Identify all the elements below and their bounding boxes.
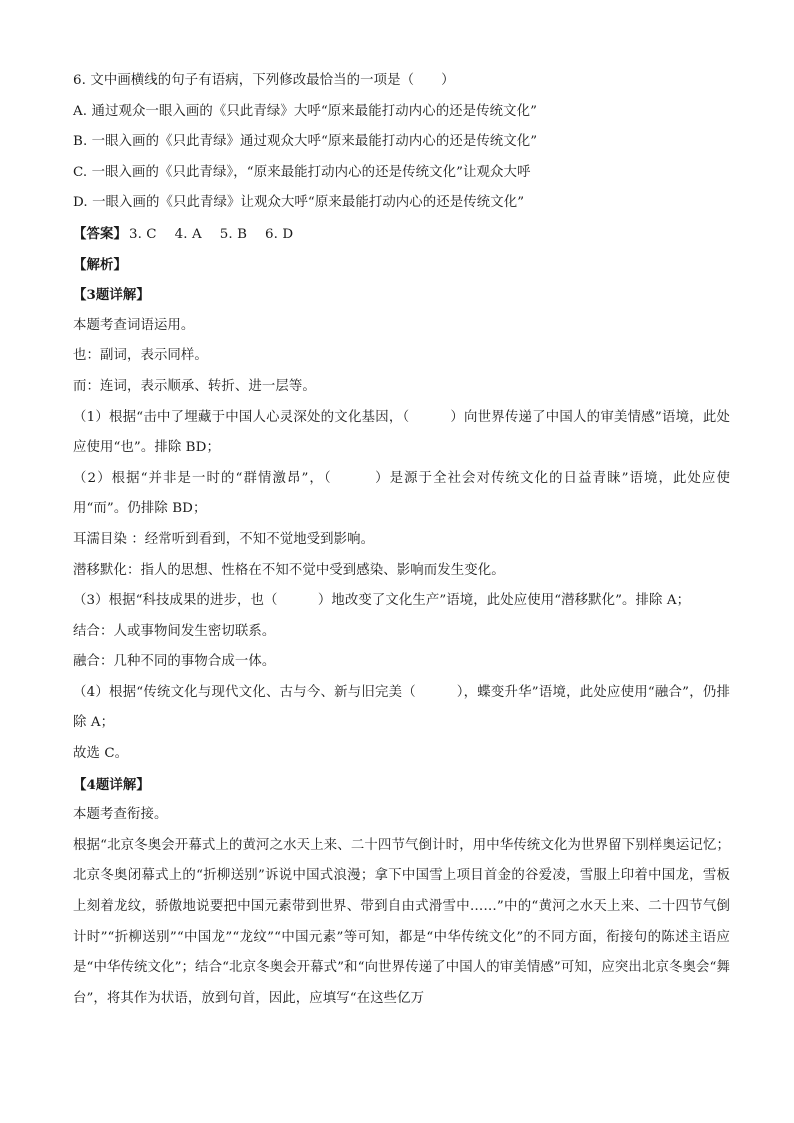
question-6-stem: 6. 文中画横线的句子有语病，下列修改最恰当的一项是（ ） xyxy=(73,73,455,88)
answer-item-4: 4. A xyxy=(174,226,202,242)
q4-body: 根据“北京冬奥会开幕式上的黄河之水天上来、二十四节气倒计时，用中华传统文化为世界留下别样奥运记忆；北京冬奥闭幕式上的“折柳送别”诉说中国式浪漫；拿下中国雪上项目首金的谷爱凌，雪服上印着中国龙，雪板上刻着龙纹，骄傲地说要把中国元素带到世界、带到自由式滑雪中……”中的“黄河之水天上来、二十四节气倒计时”“折柳送别”“中国龙”“龙纹”“中国元素”等可知，都是“中华传统文化”的不同方面，衔接句的陈述主语应是“中华传统文化”；结合“北京冬奥会开幕式”和“向世界传递了中国人的审美情感”可知，应突出北京冬奥会“舞台”，将其作为状语，放到句首，因此，应填写“在这些亿万 xyxy=(73,837,730,1006)
q3-conclusion: 故选 C。 xyxy=(73,746,129,762)
answer-line xyxy=(73,219,730,250)
q3-line-4: 耳濡目染 ：经常听到看到，不知不觉地受到影响。 xyxy=(73,531,375,547)
option-b: B. 一眼入画的《只此青绿》通过观众大呼“原来最能打动内心的还是传统文化” xyxy=(73,134,538,150)
answer-item-3: 3. C xyxy=(128,226,157,242)
q3-heading: 【3题详解】 xyxy=(73,287,150,304)
q3-paragraph-2: （2）根据“并非是一时的“群情激昂”，（ ）是源于全社会对传统文化的日益青睐”语境，此处应使用“而”。仍排除 BD； xyxy=(73,470,730,517)
q3-paragraph-1: （1）根据“击中了埋藏于中国人心灵深处的文化基因，（ ）向世界传递了中国人的审美情感”语境，此处应使用“也”。排除 BD； xyxy=(73,409,730,456)
option-d: D. 一眼入画的《只此青绿》让观众大呼“原来最能打动内心的还是传统文化” xyxy=(73,195,525,211)
answer-item-5: 5. B xyxy=(219,226,248,242)
q3-line-5: 潜移默化：指人的思想、性格在不知不觉中受到感染、影响而发生变化。 xyxy=(73,562,505,578)
option-c: C. 一眼入画的《只此青绿》，“原来最能打动内心的还是传统文化”让观众大呼 xyxy=(73,164,531,180)
answer-item-6: 6. D xyxy=(265,226,294,242)
q3-line-8: 融合：几种不同的事物合成一体。 xyxy=(73,654,276,670)
q3-line-6: （3）根据“科技成果的进步，也（ ）地改变了文化生产”语境，此处应使用“潜移默化”。排除 A； xyxy=(73,593,691,609)
q3-line-2: 也：副词，表示同样。 xyxy=(73,348,208,364)
q3-paragraph-3: （4）根据“传统文化与现代文化、古与今、新与旧完美（ ），蝶变升华”语境，此处应使用“融合”，仍排除 A； xyxy=(73,684,730,731)
q3-line-7: 结合：人或事物间发生密切联系。 xyxy=(73,623,276,639)
q3-line-3: 而：连词，表示顺承、转折、进一层等。 xyxy=(73,378,316,394)
answer-tag: 【答案】 xyxy=(73,225,127,242)
q4-heading: 【4题详解】 xyxy=(73,776,150,793)
q4-intro: 本题考查衔接。 xyxy=(73,807,168,823)
option-a: A. 通过观众一眼入画的《只此青绿》大呼“原来最能打动内心的还是传统文化” xyxy=(73,103,538,119)
q3-line-1: 本题考查词语运用。 xyxy=(73,317,195,333)
analysis-tag: 【解析】 xyxy=(73,256,127,273)
